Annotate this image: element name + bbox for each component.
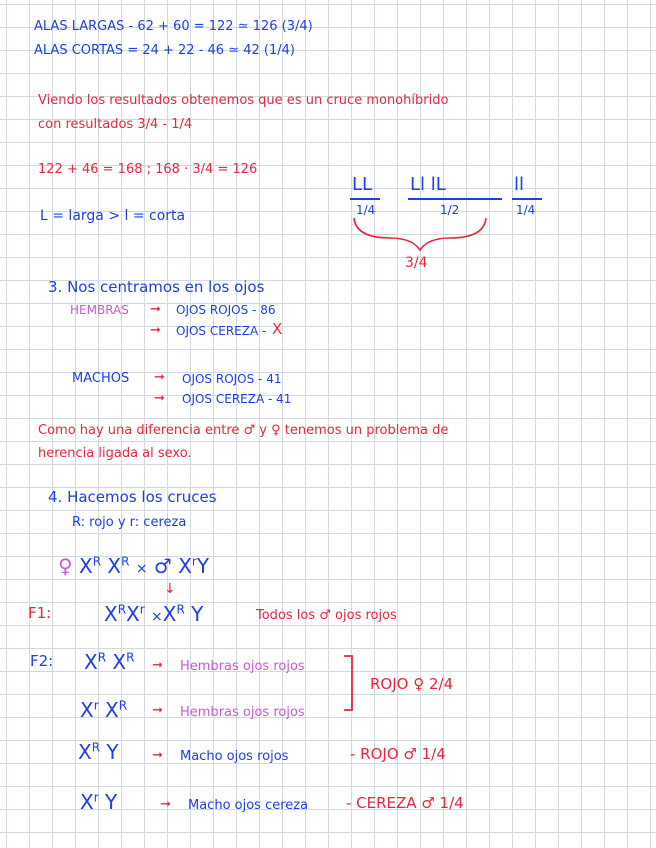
curly-brace-icon (350, 216, 490, 254)
f2-genotype-1: $X^R$ $X^R$ (84, 650, 135, 674)
f2-phenotype-1: Hembras ojos rojos (180, 659, 305, 674)
fraction-ll-recessive: 1/4 (516, 203, 536, 217)
f2-genotype-4: $X^r$ Y (80, 790, 118, 814)
f1-note: Todos los ♂ ojos rojos (256, 608, 397, 623)
allele-legend: L = larga > l = corta (40, 208, 186, 224)
parental-cross: ♀ $X^R$ $X^R$ × ♂ $X^rY$ (58, 554, 210, 578)
eyes-heading: 3. Nos centramos en los ojos (48, 278, 265, 296)
arrow-down-icon: ↓ (164, 581, 176, 597)
male-cherry-result: - CEREZA ♂ 1/4 (346, 794, 464, 812)
arrow-right-icon: ➞ (150, 323, 161, 338)
f2-phenotype-2: Hembras ojos rojos (180, 705, 305, 720)
f2-label: F2: (30, 652, 54, 670)
female-cherry-value: X (272, 320, 283, 338)
female-red-eyes: OJOS ROJOS - 86 (176, 303, 276, 317)
conclusion-line-2: con resultados 3/4 - 1/4 (38, 117, 193, 132)
bracket-icon (342, 654, 358, 712)
arrow-right-icon: ➞ (154, 370, 165, 385)
f2-phenotype-4: Macho ojos cereza (188, 798, 309, 813)
male-cherry-eyes: OJOS CEREZA - 41 (182, 392, 292, 406)
brace-total: 3/4 (405, 255, 428, 271)
short-wings-line: ALAS CORTAS = 24 + 22 - 46 ≃ 42 (1/4) (34, 43, 295, 58)
arrow-right-icon: ➞ (150, 302, 161, 317)
female-cherry-eyes: OJOS CEREZA - (176, 324, 267, 338)
males-label: MACHOS (72, 371, 130, 386)
arrow-right-icon: ➞ (160, 797, 171, 812)
genotype-ll-dominant: LL (352, 174, 373, 195)
genotype-ll-recessive: ll (514, 174, 525, 195)
crosses-heading: 4. Hacemos los cruces (48, 488, 217, 506)
fraction-bar (408, 198, 502, 200)
note-line-2: herencia ligada al sexo. (38, 446, 192, 461)
arrow-right-icon: ➞ (152, 748, 163, 763)
conclusion-line-1: Viendo los resultados obtenemos que es un cruce monohíbrido (38, 93, 449, 108)
f2-genotype-3: $X^R$ Y (78, 740, 119, 764)
arrow-right-icon: ➞ (152, 658, 163, 673)
f2-phenotype-3: Macho ojos rojos (180, 749, 289, 764)
fraction-bar (350, 198, 380, 200)
f1-cross: $X^RX^r \times X^R$ Y (104, 602, 204, 626)
fraction-ll-dominant: 1/4 (356, 203, 376, 217)
f2-genotype-2: $X^r$ $X^R$ (80, 698, 128, 722)
male-red-eyes: OJOS ROJOS - 41 (182, 372, 282, 386)
fraction-bar (512, 198, 542, 200)
male-red-result: - ROJO ♂ 1/4 (350, 745, 446, 763)
long-wings-line: ALAS LARGAS - 62 + 60 = 122 ≃ 126 (3/4) (34, 19, 313, 34)
note-line-1: Como hay una diferencia entre ♂ y ♀ tenemos un problema de (38, 423, 449, 438)
arrow-right-icon: ➞ (152, 703, 163, 718)
female-result: ROJO ♀ 2/4 (370, 675, 454, 693)
f1-label: F1: (28, 604, 52, 622)
genotype-heterozygous: Ll lL (410, 174, 446, 195)
females-label: HEMBRAS (70, 303, 129, 317)
arrow-right-icon: ➞ (154, 391, 165, 406)
fraction-heterozygous: 1/2 (440, 203, 460, 217)
crosses-legend: R: rojo y r: cereza (72, 515, 187, 530)
sum-calculation: 122 + 46 = 168 ; 168 · 3/4 = 126 (38, 162, 258, 177)
